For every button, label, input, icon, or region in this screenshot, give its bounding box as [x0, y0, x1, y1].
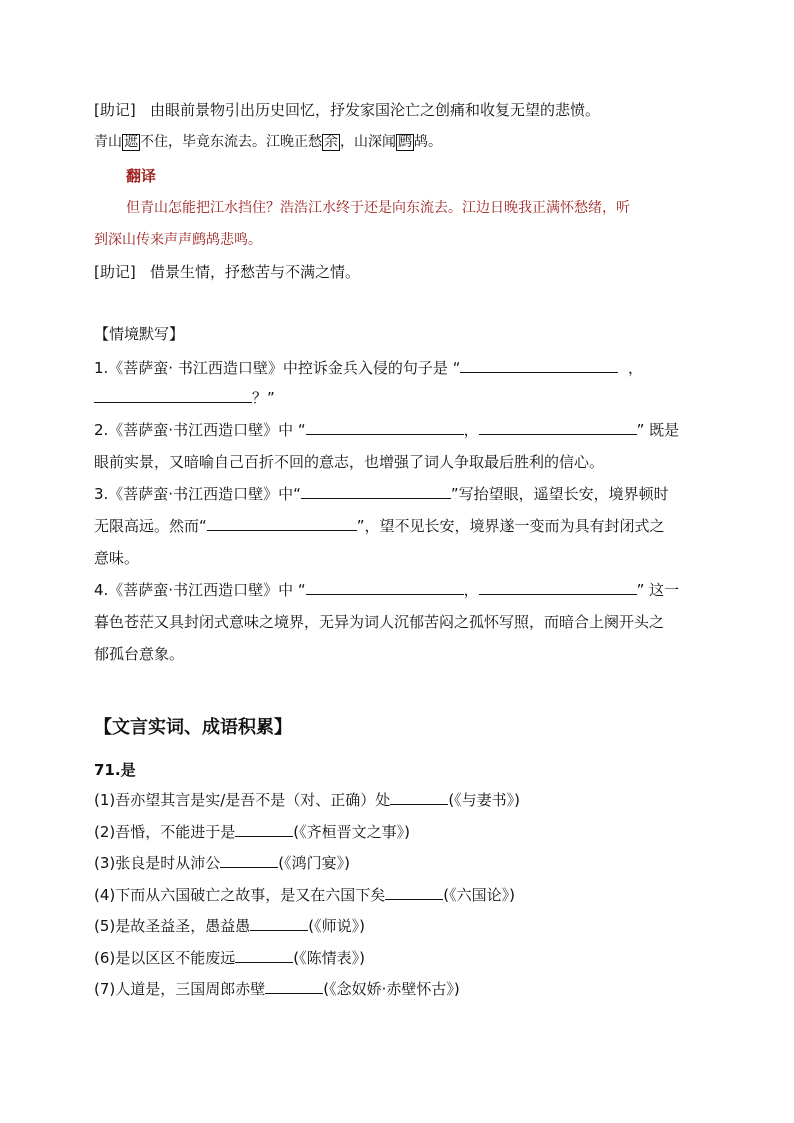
question-2: [94, 420, 679, 440]
vocab-item-text: 是故圣益圣，愚益愚: [115, 917, 251, 935]
translation-line-2: 到深山传来声声鹧鸪悲鸣。: [94, 232, 262, 248]
answer-blank[interactable]: [250, 916, 308, 931]
vocab-item-source: (《念奴娇·赤壁怀古》): [323, 980, 460, 998]
vocab-item-number: (2): [94, 822, 116, 841]
question-3-line3: 意味。: [94, 549, 140, 567]
question-1: [94, 358, 643, 378]
vocab-item: [94, 979, 460, 999]
vocab-item-text: 人道是，三国周郎赤壁: [115, 980, 266, 998]
answer-blank[interactable]: [301, 484, 451, 499]
memory-note-1: [94, 100, 600, 120]
answer-blank[interactable]: [207, 516, 357, 531]
poem-text: 鸪。: [414, 134, 442, 150]
answer-blank[interactable]: [306, 420, 464, 435]
note-tag: [助记]: [94, 263, 136, 281]
question-1-cont: [94, 388, 275, 408]
answer-blank[interactable]: [460, 358, 618, 373]
answer-blank[interactable]: [220, 853, 278, 868]
vocab-item-source: (《师说》): [308, 917, 365, 935]
note-text: 借景生情，抒愁苦与不满之情。: [150, 263, 361, 281]
vocab-item: [94, 790, 520, 810]
memory-note-2: [94, 262, 360, 282]
question-text: ”写抬望眼，遥望长安，境界顿时: [450, 485, 669, 503]
vocab-item: [94, 948, 365, 968]
vocab-item: [94, 916, 365, 936]
answer-blank[interactable]: [479, 420, 637, 435]
question-text: ” 这一: [636, 581, 680, 599]
vocab-item-text: 吾惛，不能进于是: [115, 822, 236, 841]
highlighted-char: 鹧: [398, 134, 412, 150]
vocab-item: [94, 885, 515, 905]
note-text: 由眼前景物引出历史回忆，抒发家国沦亡之创痛和收复无望的悲愤。: [150, 101, 601, 119]
vocab-item-number: (3): [94, 854, 116, 872]
translation-heading: 翻译: [126, 167, 157, 185]
answer-blank[interactable]: [390, 790, 448, 805]
answer-blank[interactable]: [265, 979, 323, 994]
vocab-entry: 71.是: [94, 761, 136, 779]
question-text: ，: [627, 359, 643, 377]
vocab-item: [94, 853, 350, 873]
poem-line: [94, 132, 442, 152]
vocab-item-number: (5): [94, 917, 116, 935]
vocab-item-number: (7): [94, 980, 116, 998]
question-text: 4.《菩萨蛮·书江西造口壁》中 “: [94, 581, 306, 599]
question-4: [94, 580, 679, 600]
answer-blank[interactable]: [235, 822, 293, 837]
vocab-item-source: (《六国论》): [443, 885, 515, 904]
answer-blank[interactable]: [94, 388, 252, 403]
answer-blank[interactable]: [385, 885, 443, 900]
vocab-item-source: (《与妻书》): [448, 791, 521, 809]
vocab-item-text: 吾亦望其言是实/是吾不是（对、正确）处: [115, 791, 391, 809]
vocab-item-number: (6): [94, 948, 116, 967]
question-text: ？”: [252, 389, 275, 407]
answer-blank[interactable]: [235, 948, 293, 963]
question-3-line2: [94, 516, 665, 536]
poem-text: ，山深闻: [340, 134, 396, 150]
section-title-vocab: 【文言实词、成语积累】: [94, 717, 292, 738]
question-text: 无限高远。然而“: [94, 517, 207, 535]
vocab-item-text: 是以区区不能废远: [115, 948, 236, 967]
vocab-item-source: (《齐桓晋文之事》): [293, 822, 410, 841]
translation-line-1: 但青山怎能把江水挡住？浩浩江水终于还是向东流去。江边日晚我正满怀愁绪，听: [126, 200, 630, 216]
vocab-item-source: (《鸿门宴》): [278, 854, 350, 872]
highlighted-char: 遮: [124, 134, 138, 150]
answer-blank[interactable]: [479, 580, 637, 595]
question-4-line2: 暮色苍茫又具封闭式意味之境界，无异为词人沉郁苦闷之孤怀写照，而暗合上阕开头之: [94, 613, 665, 631]
vocab-item-source: (《陈情表》): [293, 948, 365, 967]
question-2-line2: 眼前实景，又暗喻自己百折不回的意志，也增强了词人争取最后胜利的信心。: [94, 453, 605, 471]
question-text: ，: [463, 421, 479, 439]
vocab-item-number: (1): [94, 791, 116, 809]
question-3: [94, 484, 669, 504]
vocab-item-text: 下而从六国破亡之故事，是又在六国下矣: [115, 885, 386, 904]
vocab-item: [94, 822, 410, 842]
answer-blank[interactable]: [306, 580, 464, 595]
poem-text: 青山: [94, 134, 122, 150]
question-text: 3.《菩萨蛮·书江西造口壁》中“: [94, 485, 301, 503]
highlighted-char: 余: [324, 134, 338, 150]
question-text: ”，望不见长安，境界遂一变而为具有封闭式之: [356, 517, 665, 535]
vocab-item-number: (4): [94, 885, 116, 904]
poem-text: 不住，毕竟东流去。江晚正愁: [140, 134, 322, 150]
note-tag: [助记]: [94, 101, 136, 119]
question-text: ，: [463, 581, 479, 599]
question-text: 1.《菩萨蛮· 书江西造口壁》中控诉金兵入侵的句子是 “: [94, 359, 461, 377]
question-text: 2.《菩萨蛮·书江西造口壁》中 “: [94, 421, 306, 439]
section-title-situational: 【情境默写】: [94, 325, 185, 343]
question-4-line3: 郁孤台意象。: [94, 645, 185, 663]
vocab-item-text: 张良是时从沛公: [115, 854, 221, 872]
question-text: ” 既是: [636, 421, 680, 439]
